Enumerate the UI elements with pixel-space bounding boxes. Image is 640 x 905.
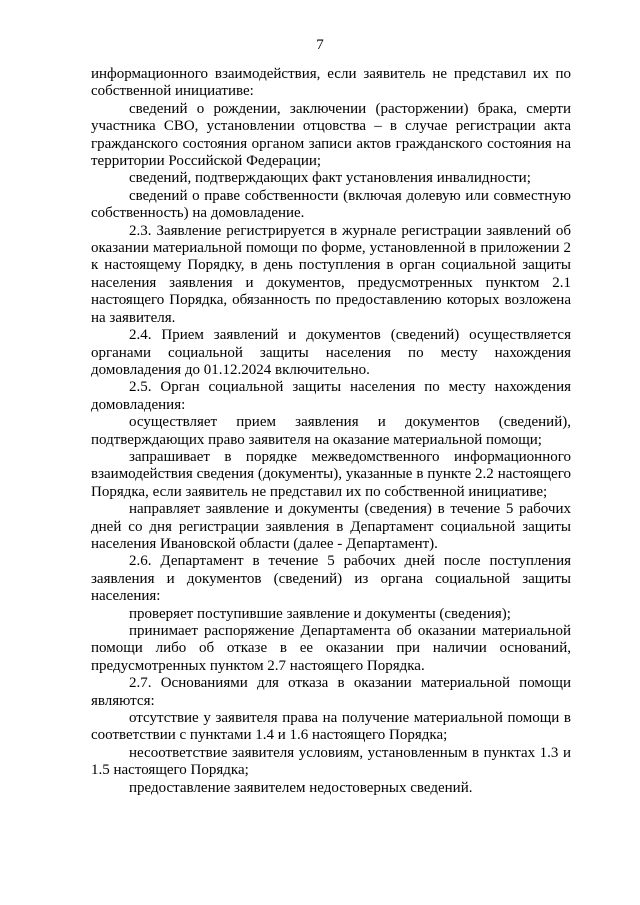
paragraph-2-5: 2.5. Орган социальной защиты населения по месту нахождения домовладения: <box>91 379 571 413</box>
paragraph-property-info: сведений о праве собственности (включая долевую или совместную собственность) на домовладение. <box>91 187 571 222</box>
paragraph-2-7: 2.7. Основаниями для отказа в оказании материальной помощи являются: <box>91 675 571 709</box>
paragraph-disability-info: сведений, подтверждающих факт установления инвалидности; <box>129 170 531 187</box>
paragraph-2-6: 2.6. Департамент в течение 5 рабочих дней после поступления заявления и документов (сведений) из органа социальной защиты населения: <box>91 553 571 605</box>
document-body <box>91 66 571 797</box>
paragraph-2-5-forwards: направляет заявление и документы (сведения) в течение 5 рабочих дней со дня регистрации заявления в Департамент социальной защиты населения Ивановской области (далее - Департамент). <box>91 501 571 552</box>
paragraph-2-6-checks: проверяет поступившие заявление и документы (сведения); <box>129 605 511 622</box>
paragraph-2-3: 2.3. Заявление регистрируется в журнале регистрации заявлений об оказании материальной помощи по форме, установленной в приложении 2 к настоящему Порядку, в день поступления в орган социальной защиты населения заявления и документов, предусмотренных пунктом 2.1 настоящего Порядка, обязанность по предоставлению которых возложена на заявителя. <box>91 222 571 326</box>
paragraph-2-5-requests: запрашивает в порядке межведомственного информационного взаимодействия сведения (документы), указанные в пункте 2.2 настоящего Порядка, если заявитель не представил их по собственной инициативе; <box>91 448 571 500</box>
paragraph-birth-marriage-info: сведений о рождении, заключении (расторжении) брака, смерти участника СВО, установлении отцовства – в случае регистрации акта гражданского состояния органом записи актов гражданского состояния на территории Российской Федерации; <box>91 100 571 170</box>
paragraph-2-5-accepts: осуществляет прием заявления и документов (сведений), подтверждающих право заявителя на оказание материальной помощи; <box>91 414 571 448</box>
paragraph-2-7-no-right: отсутствие у заявителя права на получение материальной помощи в соответствии с пунктами 1.4 и 1.6 настоящего Порядка; <box>91 710 571 744</box>
paragraph-2-6-decides: принимает распоряжение Департамента об оказании материальной помощи либо об отказе в ее оказании при наличии оснований, предусмотренных пунктом 2.7 настоящего Порядка. <box>91 623 571 674</box>
paragraph-2-4: 2.4. Прием заявлений и документов (сведений) осуществляется органами социальной защиты населения по месту нахождения домовладения до 01.12.2024 включительно. <box>91 327 571 378</box>
paragraph-continuation: информационного взаимодействия, если заявитель не представил их по собственной инициативе: <box>91 66 571 100</box>
paragraph-2-7-false-info: предоставление заявителем недостоверных сведений. <box>129 779 473 796</box>
paragraph-2-7-mismatch: несоответствие заявителя условиям, установленным в пунктах 1.3 и 1.5 настоящего Порядка; <box>91 744 571 779</box>
page-number: 7 <box>316 37 324 53</box>
